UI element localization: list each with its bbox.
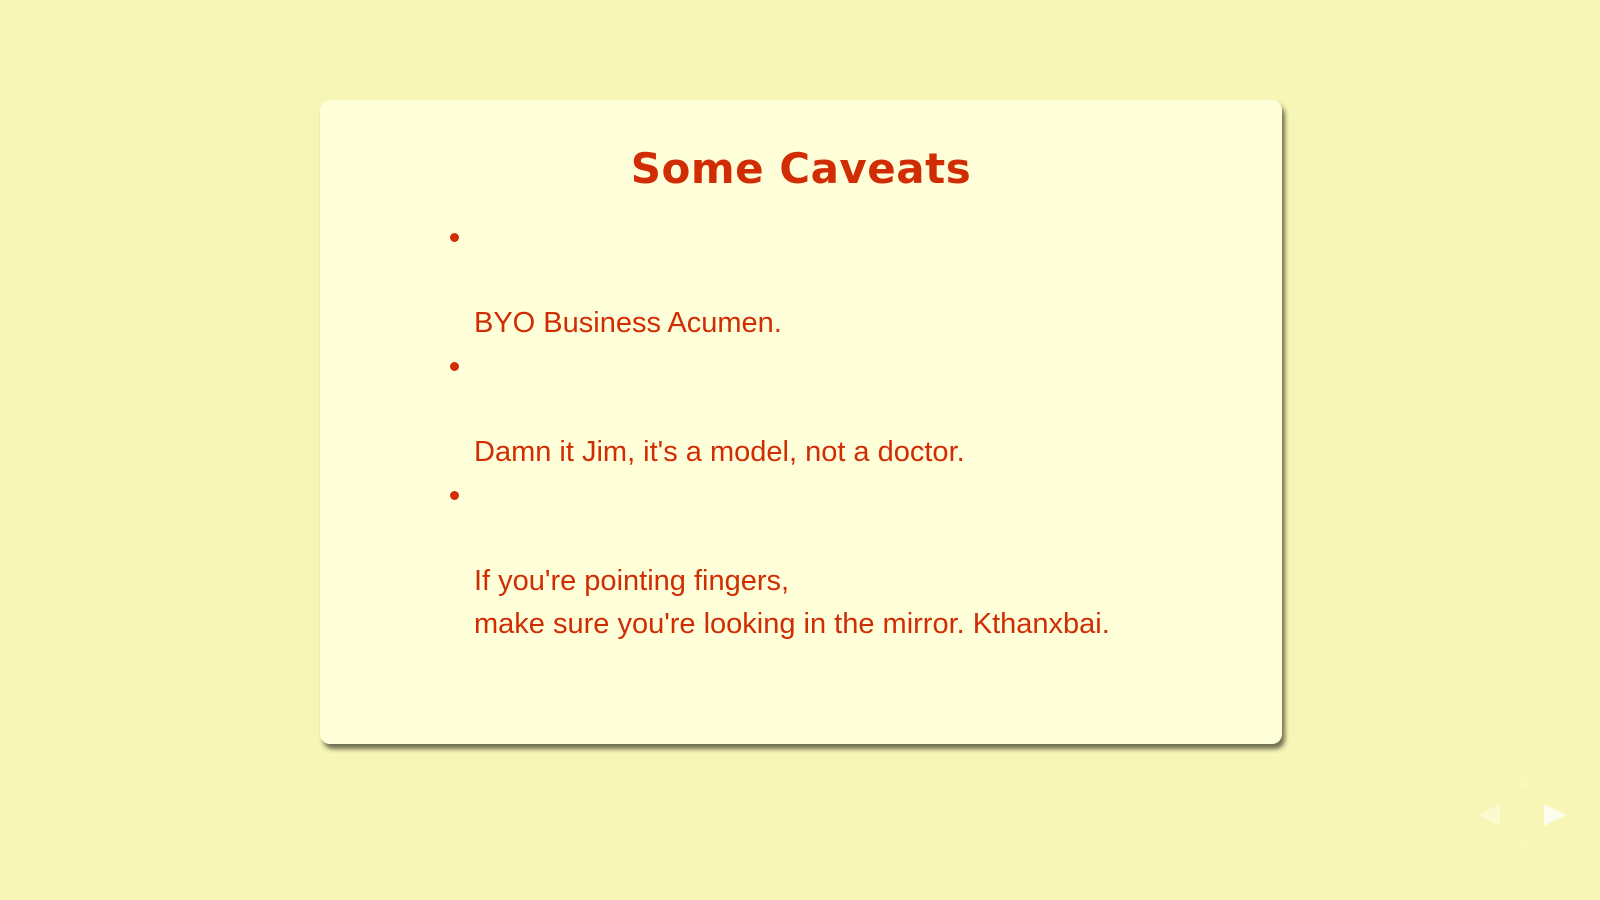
- list-item: [474, 216, 1110, 345]
- arrow-down-icon[interactable]: [1516, 839, 1530, 848]
- bullet-icon: [450, 491, 459, 500]
- bullet-icon: [450, 233, 459, 242]
- list-item: [474, 474, 1110, 646]
- arrow-right-icon[interactable]: [1544, 804, 1566, 826]
- arrow-up-icon[interactable]: [1516, 778, 1530, 787]
- slide-title: Some Caveats: [630, 144, 972, 193]
- list-item-text: BYO Business Acumen.: [474, 307, 782, 339]
- arrow-left-icon[interactable]: [1478, 804, 1500, 826]
- list-item-text: Damn it Jim, it's a model, not a doctor.: [474, 436, 965, 468]
- list-item-text: If you're pointing fingers, make sure you're looking in the mirror. Kthanxbai.: [474, 565, 1110, 640]
- slide: [320, 100, 1282, 744]
- caveat-list: [474, 216, 1110, 646]
- navigation-controls: [1478, 778, 1566, 848]
- bullet-icon: [450, 362, 459, 371]
- list-item: [474, 345, 1110, 474]
